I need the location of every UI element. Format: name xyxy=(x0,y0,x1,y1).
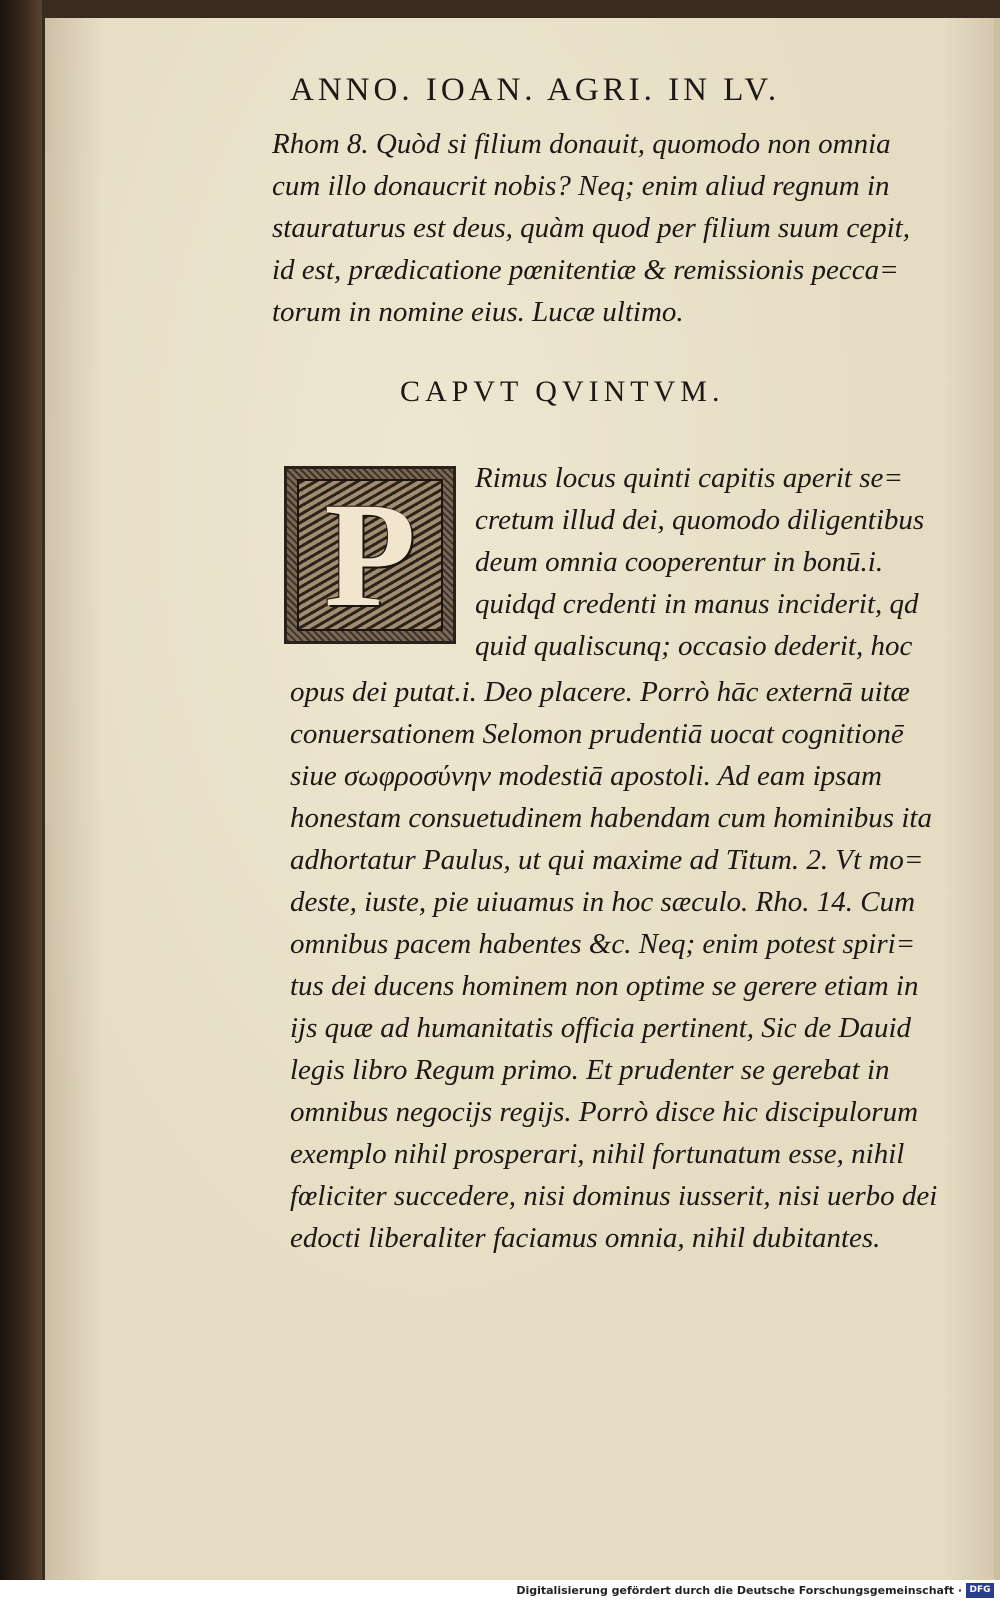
running-head: ANNO. IOAN. AGRI. IN LV. xyxy=(290,72,781,108)
body-line: tus dei ducens hominem non optime se gerere etiam in xyxy=(290,970,919,1002)
body-line: siue σωφροσύνην modestiā apostoli. Ad eam ipsam xyxy=(290,760,882,792)
chapter-title: CAPVT QVINTVM. xyxy=(400,375,725,408)
body-line: exemplo nihil prosperari, nihil fortunatum esse, nihil xyxy=(290,1138,905,1170)
intro-line: id est, prædicatione pœnitentiæ & remissionis pecca= xyxy=(272,254,899,286)
digitization-credit: Digitalisierung gefördert durch die Deutsche Forschungsgemeinschaft · xyxy=(516,1584,962,1597)
body-line: deste, iuste, pie uiuamus in hoc sæculo. Rho. 14. Cum xyxy=(290,886,916,918)
body-line: edocti liberaliter faciamus omnia, nihil dubitantes. xyxy=(290,1222,881,1254)
body-line: quidqd credenti in manus inciderit, qd xyxy=(475,588,919,620)
body-line: adhortatur Paulus, ut qui maxime ad Titum. 2. Vt mo= xyxy=(290,844,924,876)
body-line: opus dei putat.i. Deo placere. Porrò hāc externā uitæ xyxy=(290,676,910,708)
intro-line: Rhom 8. Quòd si filium donauit, quomodo non omnia xyxy=(272,128,891,160)
decorated-initial xyxy=(284,466,456,644)
body-line: conuersationem Selomon prudentiā uocat cognitionē xyxy=(290,718,904,750)
intro-line: torum in nomine eius. Lucæ ultimo. xyxy=(272,296,684,328)
body-line: fœliciter succedere, nisi dominus iusserit, nisi uerbo dei xyxy=(290,1180,938,1212)
body-line: cretum illud dei, quomodo diligentibus xyxy=(475,504,925,536)
initial-ornament xyxy=(297,472,443,638)
page-edge xyxy=(994,18,1000,1580)
body-line: honestam consuetudinem habendam cum hominibus ita xyxy=(290,802,932,834)
body-line: omnibus pacem habentes &c. Neq; enim potest spiri= xyxy=(290,928,916,960)
initial-letter: P xyxy=(324,472,416,638)
body-line: omnibus negocijs regijs. Porrò disce hic discipulorum xyxy=(290,1096,919,1128)
intro-line: cum illo donaucrit nobis? Neq; enim aliud regnum in xyxy=(272,170,890,202)
book-spine-shadow xyxy=(0,0,42,1580)
body-line: deum omnia cooperentur in bonū.i. xyxy=(475,546,884,578)
book-page xyxy=(45,18,1000,1580)
body-line: quid qualiscunq; occasio dederit, hoc xyxy=(475,630,913,662)
body-line: legis libro Regum primo. Et prudenter se gerebat in xyxy=(290,1054,890,1086)
intro-line: stauraturus est deus, quàm quod per filium suum cepit, xyxy=(272,212,910,244)
body-line: ijs quæ ad humanitatis officia pertinent, Sic de Dauid xyxy=(290,1012,912,1044)
body-line: Rimus locus quinti capitis aperit se= xyxy=(475,462,903,494)
dfg-logo-icon: DFG xyxy=(966,1583,994,1598)
